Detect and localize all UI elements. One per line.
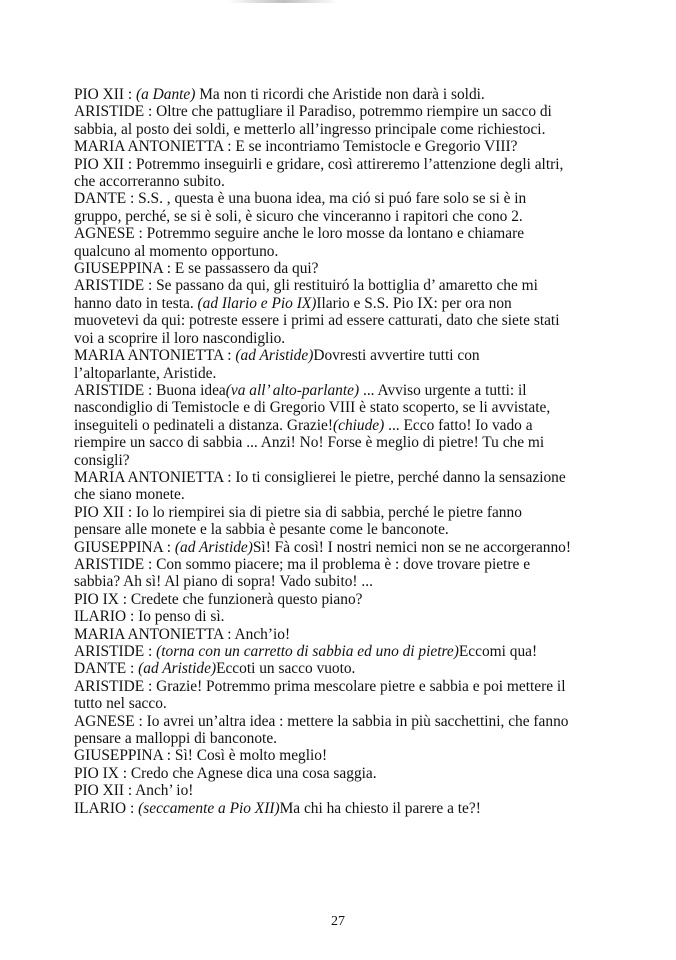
script-line xyxy=(74,573,594,590)
dialogue-text: GIUSEPPINA : xyxy=(74,538,175,556)
script-line xyxy=(74,643,594,660)
dialogue-text: riempire un sacco di sabbia ... Anzi! No! Forse è meglio di pietre! Tu che mi xyxy=(74,434,545,452)
stage-direction: (ad Ilario e Pio IX) xyxy=(197,294,317,312)
scan-artifact xyxy=(228,0,338,3)
script-line xyxy=(74,539,594,556)
dialogue-text: muovetevi da qui: potreste essere i primi ad essere catturati, dato che siete stati xyxy=(74,312,560,330)
script-line xyxy=(74,800,594,817)
dialogue-text: voi a scoprire il loro nascondiglio. xyxy=(74,329,286,347)
script-line xyxy=(74,469,594,486)
stage-direction: (a Dante) xyxy=(135,86,196,103)
stage-direction: (torna con un carretto di sabbia ed uno di pietre) xyxy=(156,643,459,660)
script-line xyxy=(74,765,594,782)
dialogue-text: Ma non ti ricordi che Aristide non darà i soldi. xyxy=(195,86,485,103)
dialogue-text: DANTE : S.S. , questa è una buona idea, ma ció si puó fare solo se si è in xyxy=(74,190,527,208)
script-line xyxy=(74,190,594,207)
dialogue-text: hanno dato in testa. xyxy=(74,294,198,312)
script-line xyxy=(74,626,594,643)
dialogue-text: AGNESE : Io avrei un’altra idea : mettere la sabbia in più sacchettini, che fanno xyxy=(74,712,569,730)
dialogue-text: Ilario e S.S. Pio IX: per ora non xyxy=(316,294,512,312)
script-line xyxy=(74,730,594,747)
dialogue-text: PIO IX : Credo che Agnese dica una cosa saggia. xyxy=(74,764,377,782)
dialogue-text: ARISTIDE : Oltre che pattugliare il Paradiso, potremmo riempire un sacco di xyxy=(74,103,552,121)
script-line xyxy=(74,208,594,225)
dialogue-text: MARIA ANTONIETTA : xyxy=(74,347,236,365)
script-line xyxy=(74,695,594,712)
script-line xyxy=(74,591,594,608)
script-line xyxy=(74,86,594,103)
script-line xyxy=(74,399,594,416)
script-line xyxy=(74,382,594,399)
script-line xyxy=(74,365,594,382)
dialogue-text: ARISTIDE : xyxy=(74,643,157,660)
dialogue-text: PIO IX : Credete che funzionerà questo piano? xyxy=(74,590,363,608)
stage-direction: (va all’ alto-parlante) xyxy=(225,381,360,399)
dialogue-text: pensare a malloppi di banconote. xyxy=(74,730,278,748)
script-line xyxy=(74,782,594,799)
dialogue-text: PIO XII : xyxy=(74,86,136,103)
dialogue-text: inseguiteli o pedinateli a distanza. Grazie! xyxy=(74,416,333,434)
script-line xyxy=(74,121,594,138)
script-line xyxy=(74,747,594,764)
dialogue-text: consigli? xyxy=(74,451,130,469)
dialogue-text: PIO XII : Anch’ io! xyxy=(74,782,194,800)
dialogue-text: Ma chi ha chiesto il parere a te?! xyxy=(279,799,481,817)
dialogue-text: pensare alle monete e la sabbia è pesante come le banconote. xyxy=(74,521,449,539)
dialogue-text: Sì! Fà così! I nostri nemici non se ne accorgeranno! xyxy=(252,538,571,556)
stage-direction: (ad Aristide) xyxy=(235,347,314,365)
script-line xyxy=(74,330,594,347)
script-line xyxy=(74,225,594,242)
script-line xyxy=(74,277,594,294)
script-line xyxy=(74,417,594,434)
dialogue-text: Dovresti avvertire tutti con xyxy=(313,347,480,365)
dialogue-text: che siano monete. xyxy=(74,486,185,504)
dialogue-text: ARISTIDE : Buona idea xyxy=(74,381,226,399)
script-line xyxy=(74,713,594,730)
dialogue-text: ILARIO : xyxy=(74,799,139,817)
dialogue-text: MARIA ANTONIETTA : E se incontriamo Temistocle e Gregorio VIII? xyxy=(74,138,518,156)
dialogue-text: qualcuno al momento opportuno. xyxy=(74,242,279,260)
dialogue-text: PIO XII : Io lo riempirei sia di pietre sia di sabbia, perché le pietre fanno xyxy=(74,503,522,521)
dialogue-text: GIUSEPPINA : E se passassero da qui? xyxy=(74,260,319,278)
stage-direction: (ad Aristide) xyxy=(138,660,217,678)
dialogue-text: ... Avviso urgente a tutti: il xyxy=(359,381,527,399)
script-line xyxy=(74,173,594,190)
dialogue-text: Eccomi qua! xyxy=(458,643,538,660)
script-line xyxy=(74,556,594,573)
dialogue-text: MARIA ANTONIETTA : Io ti consiglierei le pietre, perché danno la sensazione xyxy=(74,468,566,486)
script-line xyxy=(74,243,594,260)
page-number: 27 xyxy=(331,914,345,929)
script-line xyxy=(74,434,594,451)
dialogue-text: ILARIO : Io penso di sì. xyxy=(74,608,225,626)
dialogue-text: Eccoti un sacco vuoto. xyxy=(216,660,356,678)
script-line xyxy=(74,486,594,503)
dialogue-text: sabbia? Ah sì! Al piano di sopra! Vado subito! ... xyxy=(74,573,373,591)
stage-direction: (chiude) xyxy=(332,416,385,434)
script-line xyxy=(74,678,594,695)
dialogue-text: ARISTIDE : Se passano da qui, gli restituiró la bottiglia d’ amaretto che mi xyxy=(74,277,538,295)
dialogue-text: MARIA ANTONIETTA : Anch’io! xyxy=(74,625,291,643)
dialogue-text: ... Ecco fatto! Io vado a xyxy=(384,416,533,434)
dialogue-text: nascondiglio di Temistocle e di Gregorio VIII è stato scoperto, se li avvistate, xyxy=(74,399,551,417)
script-line xyxy=(74,504,594,521)
dialogue-text: AGNESE : Potremmo seguire anche le loro mosse da lontano e chiamare xyxy=(74,225,525,243)
script-line xyxy=(74,138,594,155)
dialogue-text: gruppo, perché, se si è soli, è sicuro che vinceranno i rapitori che cono 2. xyxy=(74,207,523,225)
script-line xyxy=(74,260,594,277)
script-line xyxy=(74,156,594,173)
script-body xyxy=(74,86,594,817)
script-line xyxy=(74,347,594,364)
dialogue-text: PIO XII : Potremmo inseguirli e gridare, così attireremo l’attenzione degli altri, xyxy=(74,155,564,173)
dialogue-text: l’altoparlante, Aristide. xyxy=(74,364,217,382)
dialogue-text: GIUSEPPINA : Sì! Così è molto meglio! xyxy=(74,747,328,765)
script-line xyxy=(74,295,594,312)
stage-direction: (seccamente a Pio XII) xyxy=(138,799,280,817)
stage-direction: (ad Aristide) xyxy=(174,538,253,556)
script-line xyxy=(74,608,594,625)
dialogue-text: che accorreranno subito. xyxy=(74,173,225,191)
script-line xyxy=(74,452,594,469)
script-line xyxy=(74,103,594,120)
script-line xyxy=(74,521,594,538)
dialogue-text: DANTE : xyxy=(74,660,139,678)
dialogue-text: tutto nel sacco. xyxy=(74,695,167,713)
dialogue-text: ARISTIDE : Grazie! Potremmo prima mescolare pietre e sabbia e poi mettere il xyxy=(74,677,566,695)
dialogue-text: sabbia, al posto dei soldi, e metterlo all’ingresso principale come richiestoci. xyxy=(74,120,546,138)
script-line xyxy=(74,660,594,677)
script-line xyxy=(74,312,594,329)
dialogue-text: ARISTIDE : Con sommo piacere; ma il problema è : dove trovare pietre e xyxy=(74,555,531,573)
